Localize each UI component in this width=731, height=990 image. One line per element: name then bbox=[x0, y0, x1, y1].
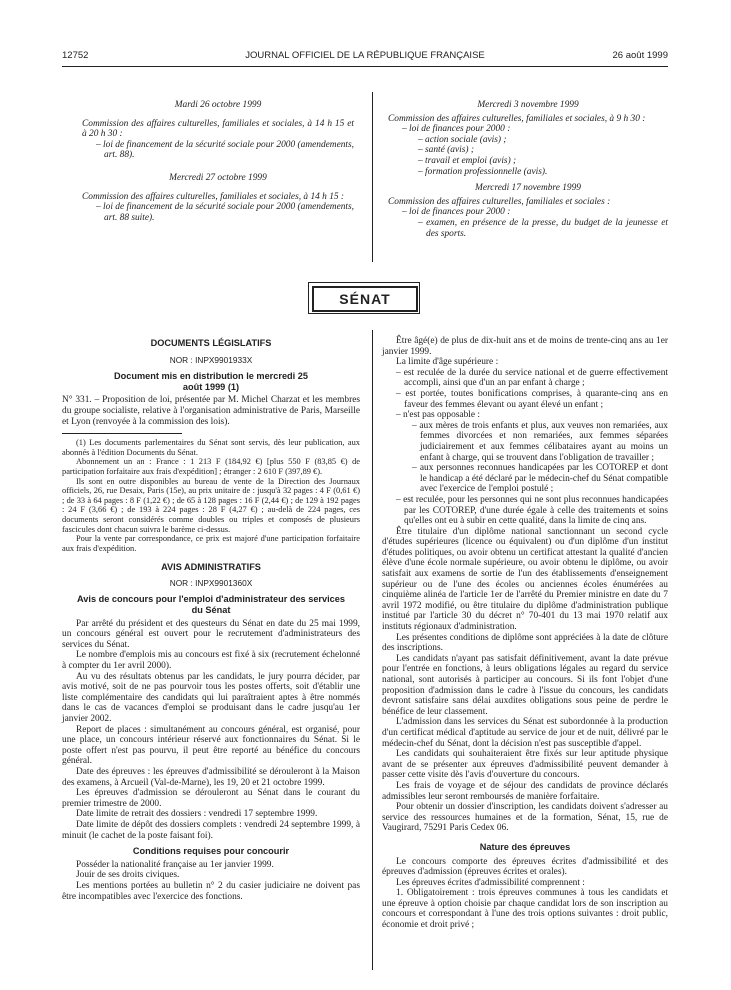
page-header bbox=[62, 50, 668, 66]
column-divider-top bbox=[372, 92, 373, 262]
paragraph: Au vu des résultats obtenus par les candidats, le jury pourra décider, par avis motivé, soit de ne pas pourvoir tous les postes offerts, soit d'établir une liste complémentaire des candidats qui lui paraîtraient aptes à être nommés dans le cas de vacances d'emploi se produisant dans le cadre jusqu'au 1er janvier 2002. bbox=[62, 671, 360, 724]
agenda-subitem: – action sociale (avis) ; bbox=[418, 134, 507, 145]
paragraph: Date limite de retrait des dossiers : vendredi 17 septembre 1999. bbox=[76, 809, 318, 820]
header-rule bbox=[62, 66, 668, 67]
paragraph: Les épreuves d'admission se dérouleront au Sénat dans le courant du premier trimestre de 2000. bbox=[62, 788, 360, 809]
agenda-item: – loi de finances pour 2000 : bbox=[402, 207, 511, 218]
paragraph: Les présentes conditions de diplôme sont appréciées à la date de clôture des inscriptions. bbox=[382, 632, 668, 654]
agenda-subitem: – santé (avis) ; bbox=[418, 145, 474, 156]
paragraph: Les épreuves écrites d'admissibilité comprennent : bbox=[396, 877, 585, 888]
date-heading: Mercredi 17 novembre 1999 bbox=[475, 183, 581, 194]
nor-reference: NOR : INPX9901360X bbox=[169, 577, 253, 588]
agenda-subitem: – formation professionnelle (avis). bbox=[418, 166, 548, 177]
date-heading: Mercredi 3 novembre 1999 bbox=[477, 100, 579, 110]
paragraph: Être titulaire d'un diplôme national sanctionnant un second cycle d'études supérieures (licence ou équivalent) ou d'un diplôme d'un institut d'études politiques, ou avoir obtenu un certificat attestant la qualité d'ancien élève d'une école normale supérieure, ou avoir obtenu le diplôme, ou avoir satisfait aux examens de sortie de l'un des établissements d'enseignement supérieur ou de l'une des écoles ou anciennes écoles énumérées au cinquième alinéa de l'article 1er de l'arrêté du Premier ministre en date du 7 avril 1972 modifié, ou être titulaire du diplôme d'administration publique institué par l'article 30 du décret n° 70-401 du 13 mai 1970 relatif aux instituts régionaux d'administration. bbox=[382, 526, 668, 633]
list-item: – est reculée, pour les personnes qui ne sont plus reconnues handicapées par les COTOREP, d'une durée égale à celle des traitements et soins qu'elles ont eu à subir en cette qualité, dans la limite de cinq ans. bbox=[396, 494, 668, 527]
paragraph: Les candidats n'ayant pas satisfait définitivement, avant la date prévue pour l'entrée en fonctions, à leurs obligations légales au regard du service national, sont autorisés à participer au concours. Si ils font l'objet d'une proposition d'admission dans le cadre à l'issue du concours, les candidats devront satisfaire sans délai auxdites obligations sous peine de perdre le bénéfice de leur classement. bbox=[382, 653, 668, 717]
agenda-item: – loi de financement de la sécurité sociale pour 2000 (amendements, art. 88). bbox=[96, 139, 355, 161]
commission-line: Commission des affaires culturelles, familiales et sociales, à 14 h 15 et à 20 h 30 : bbox=[82, 118, 354, 140]
paragraph: 1. Obligatoirement : trois épreuves communes à tous les candidats et une épreuve à option choisie par chaque candidat lors de son inscription au concours et correspondant à l'une des trois options suivantes : droit public, économie et droit privé ; bbox=[382, 888, 668, 931]
paragraph: Report de places : simultanément au concours général, est organisé, pour une place, un concours intérieur réservé aux fonctionnaires du Sénat. Si le poste offert n'est pas pourvu, il peut être reporté au bénéfice du concours général. bbox=[62, 724, 360, 767]
paragraph: La limite d'âge supérieure : bbox=[396, 357, 499, 368]
top-right-column bbox=[388, 100, 668, 239]
footnote: Pour la vente par correspondance, ce prix est majoré d'une participation forfaitaire aux frais d'expédition. bbox=[62, 534, 360, 553]
footnote: (1) Les documents parlementaires du Sénat sont servis, dès leur publication, aux abonnés à l'édition Documents du Sénat. bbox=[62, 438, 360, 457]
top-left-column bbox=[82, 100, 354, 223]
agenda-subitem: – examen, en présence de la presse, du budget de la jeunesse et des sports. bbox=[418, 217, 668, 239]
nor-reference: NOR : INPX9901933X bbox=[169, 354, 253, 365]
paragraph: Le concours comporte des épreuves écrites d'admissibilité et des épreuves d'admission (épreuves écrites et orales). bbox=[382, 856, 668, 878]
subsection-heading: Nature des épreuves bbox=[479, 841, 571, 852]
agenda-subitem: – travail et emploi (avis) ; bbox=[418, 155, 517, 166]
paragraph: Être âgé(e) de plus de dix-huit ans et de moins de trente-cinq ans au 1er janvier 1999. bbox=[382, 336, 668, 357]
commission-line: Commission des affaires culturelles, familiales et sociales, à 9 h 30 : bbox=[388, 113, 646, 124]
footnote-rule bbox=[62, 433, 182, 434]
footnote: Ils sont en outre disponibles au bureau de vente de la Direction des Journaux officiels, 26, rue Desaix, Paris (15e), au prix unitaire de : jusqu'à 32 pages : 4 F (0,61 €) ; de 33 à 64 pages : 8 F (1,22 €) ; de 65 à 128 pages : 16 F (2,44 €) ; de 129 à 192 pages : 24 F (3,66 €) ; de 193 à 224 pages : 28 F (4,27 €) ; au-delà de 224 pages, ces documents seront considérés comme doubles ou triples et composés de plusieurs fascicules dont chacun suivra le barème ci-dessus. bbox=[62, 476, 360, 534]
paragraph: Date des épreuves : les épreuves d'admissibilité se dérouleront à la Maison des examens, à Arcueil (Val-de-Marne), les 19, 20 et 21 octobre 1999. bbox=[62, 766, 360, 788]
agenda-item: – loi de financement de la sécurité sociale pour 2000 (amendements, art. 88 suite). bbox=[96, 202, 355, 223]
subsection-heading: Conditions requises pour concourir bbox=[132, 846, 290, 857]
page-number: 12752 bbox=[62, 50, 89, 61]
left-column bbox=[62, 338, 360, 902]
right-column bbox=[382, 336, 668, 931]
commission-line: Commission des affaires culturelles, familiales et sociales, à 14 h 15 : bbox=[82, 191, 345, 202]
date-heading: Mardi 26 octobre 1999 bbox=[174, 100, 262, 110]
paragraph: Les candidats qui souhaiteraient être fixés sur leur aptitude physique avant de se présenter aux épreuves d'admissibilité peuvent demander à passer cette visite dès l'avis d'ouverture du concours. bbox=[382, 749, 668, 781]
list-subitem: – aux personnes reconnues handicapées par les COTOREP et dont le handicap a été déclaré par le médecin-chef du Sénat compatible avec l'exercice de l'emploi postulé ; bbox=[412, 463, 668, 495]
list-item: – n'est pas opposable : bbox=[396, 410, 480, 421]
section-label: SÉNAT bbox=[312, 286, 418, 312]
paragraph: Jouir de ses droits civiques. bbox=[76, 870, 180, 881]
section-heading: DOCUMENTS LÉGISLATIFS bbox=[150, 338, 272, 348]
paragraph: Le nombre d'emplois mis au concours est fixé à six (recrutement échelonné à compter du 1er avril 2000). bbox=[62, 650, 360, 672]
document-title: Document mis en distribution le mercredi 25 août 1999 (1) bbox=[113, 371, 308, 392]
column-divider-main bbox=[372, 330, 373, 970]
paragraph: Posséder la nationalité française au 1er janvier 1999. bbox=[76, 859, 274, 870]
issue-date: 26 août 1999 bbox=[612, 50, 668, 61]
agenda-item: – loi de finances pour 2000 : bbox=[402, 124, 511, 135]
paragraph: Date limite de dépôt des dossiers complets : vendredi 24 septembre 1999, à minuit (le cachet de la poste faisant foi). bbox=[62, 819, 360, 841]
paragraph: L'admission dans les services du Sénat est subordonnée à la production d'un certificat médical d'aptitude au service de jour et de nuit, délivré par le médecin-chef du Sénat, dont la décision n'est pas susceptible d'appel. bbox=[382, 717, 668, 749]
list-item: – est reculée de la durée du service national et de guerre effectivement accompli, ainsi que d'un an par enfant à charge ; bbox=[396, 367, 668, 389]
document-item: N° 331. – Proposition de loi, présentée par M. Michel Charzat et les membres du groupe socialiste, relative à l'organisation administrative de Paris, Marseille et Lyon (renvoyée à la commission des lois). bbox=[62, 395, 360, 427]
journal-title: JOURNAL OFFICIEL DE LA RÉPUBLIQUE FRANÇAISE bbox=[245, 50, 485, 61]
date-heading: Mercredi 27 octobre 1999 bbox=[169, 172, 267, 183]
paragraph: Pour obtenir un dossier d'inscription, les candidats doivent s'adresser au service des ressources humaines et de la formation, Sénat, 15, rue de Vaugirard, 75291 Paris Cedex 06. bbox=[382, 802, 668, 834]
commission-line: Commission des affaires culturelles, familiales et sociales : bbox=[388, 196, 611, 207]
paragraph: Les mentions portées au bulletin n° 2 du casier judiciaire ne doivent pas être incompatibles avec l'exercice des fonctions. bbox=[62, 880, 360, 902]
footnote: Abonnement un an : France : 1 213 F (184,92 €) [plus 550 F (83,85 €) de participation forfaitaire aux frais d'expédition] ; étranger : 2 610 F (397,89 €). bbox=[62, 457, 360, 476]
paragraph: Les frais de voyage et de séjour des candidats de province déclarés admissibles leur seront remboursés de manière forfaitaire. bbox=[382, 780, 668, 802]
section-heading: AVIS ADMINISTRATIFS bbox=[161, 562, 261, 573]
list-subitem: – aux mères de trois enfants et plus, aux veuves non remariées, aux femmes divorcées et non remariées, aux femmes séparées judiciairement et aux femmes célibataires ayant au moins un enfant à charge, qui se trouvent dans l'obligation de travailler ; bbox=[412, 420, 668, 463]
notice-title: Avis de concours pour l'emploi d'administrateur des services du Sénat bbox=[77, 594, 345, 616]
list-item: – est portée, toutes bonifications comprises, à quarante-cinq ans en faveur des femmes élevant ou ayant élevé un enfant ; bbox=[396, 388, 668, 410]
paragraph: Par arrêté du président et des questeurs du Sénat en date du 25 mai 1999, un concours général est ouvert pour le recrutement d'administrateurs des services du Sénat. bbox=[62, 618, 360, 650]
